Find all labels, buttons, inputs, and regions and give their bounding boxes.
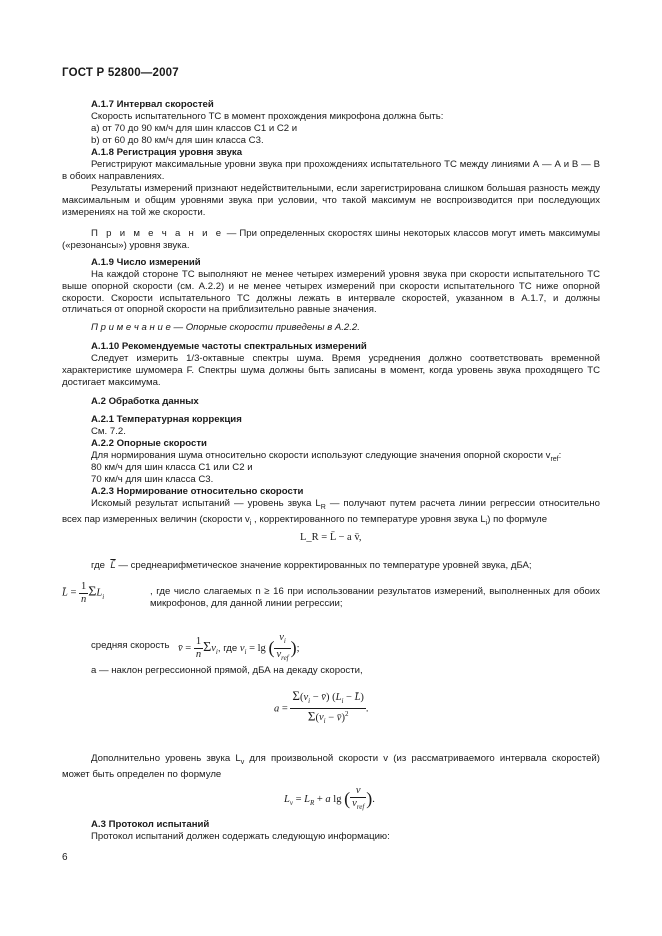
formula-lbar-tail: , где число слагаемых n ≥ 16 при использовании результатов измерений, выполненных для обоих микрофонов, для данной линии регрессии;: [150, 586, 600, 609]
section-a19-title: А.1.9 Число измерений: [91, 257, 201, 268]
section-a3-paragraph: Протокол испытаний должен содержать следующую информацию:: [91, 831, 390, 842]
slope-description: а — наклон регрессионной прямой, дБА на декаду скорости,: [91, 665, 363, 676]
formula-lbar: L̄ = $\frac{1}{n}$ $\Sigma L_i$: [62, 581, 105, 605]
ref-subscript: ref: [550, 455, 559, 463]
a23-text-4: ) по формуле: [487, 513, 548, 525]
section-a23-paragraph: [62, 498, 600, 529]
section-a17-item-a: а) от 70 до 90 км/ч для шин классов С1 и С2 и: [91, 123, 298, 134]
where-word: где: [91, 560, 106, 571]
section-a17-item-b: b) от 60 до 80 км/ч для шин класса С3.: [91, 135, 264, 146]
formula-lv: $L_v = L_R + a$ lg ( $\frac{v}{v_{ref}}$ ).: [284, 785, 375, 811]
lbar-symbol: L̄: [110, 560, 116, 571]
a23-text-1: Искомый результат испытаний — уровень звука L: [91, 498, 321, 509]
section-a18-paragraph-1: Регистрируют максимальные уровни звука при прохождениях испытательного ТС между линиями А — А и В — В в обоих направлениях.: [62, 159, 600, 182]
document-header: ГОСТ Р 52800—2007: [62, 67, 179, 79]
section-a22-title: А.2.2 Опорные скорости: [91, 438, 207, 449]
section-a2-title: А.2 Обработка данных: [91, 396, 199, 407]
section-a21-title: А.2.1 Температурная коррекция: [91, 414, 242, 425]
where-lbar: [62, 560, 600, 572]
formula-vbar: v̄ = $\frac{1}{n}$ $\Sigma v_i$, где $v_i = \lg$ ( $\frac{v_i}{v_{ref}}$ );: [178, 632, 300, 662]
section-a23-title: А.2.3 Нормирование относительно скорости: [91, 486, 304, 497]
section-a18-paragraph-2: Результаты измерений признают недействительными, если зарегистрирована слишком большая разность между максимальным и общим уровнями звука при условии, что такой максимум не воспроизводится при последующих измерениях на той же скорости.: [62, 183, 600, 218]
where-text: — среднеарифметическое значение корректированных по температуре уровней звука, дБА;: [115, 560, 532, 571]
avg-speed-line: [62, 640, 600, 652]
note-text: — При определенных скоростях шины некоторых классов могут иметь максимумы («резонансы») уровня звука.: [62, 228, 600, 251]
a23-text-2: — получают путем расчета линии регрессии относительно всех пар измеренных величин (скорости v: [62, 498, 600, 525]
i-subscript: i: [249, 519, 252, 527]
additional-paragraph: [62, 753, 600, 781]
section-a18-title: А.1.8 Регистрация уровня звука: [91, 147, 243, 158]
section-a3-title: А.3 Протокол испытаний: [91, 819, 210, 830]
a23-text-3: , корректированного по температуре уровня звука L: [251, 513, 486, 525]
add-text-2: для произвольной скорости v (из рассматриваемого интервала скоростей) может быть определен по формуле: [62, 753, 600, 780]
a22-text: Для нормирования шума относительно скорости используют следующие значения опорной скорости v: [91, 450, 551, 461]
section-a22-line-2: 70 км/ч для шин класса С3.: [91, 474, 214, 485]
section-a22-line-1: 80 км/ч для шин класса С1 или С2 и: [91, 462, 253, 473]
formula-lr: L_R = L̄ − a v̄,: [300, 532, 362, 543]
section-a17-title: А.1.7 Интервал скоростей: [91, 99, 214, 110]
section-a19-paragraph: На каждой стороне ТС выполняют не менее четырех измерений уровня звука при скорости испытательного ТС выше опорной скорости (см. А.2.2) и не менее четырех измерений при скорости испытательного ТС ниже опорной скорости. Скорости испытательного ТС должны лежать в интервале скоростей, указанном в А.1.7, и должны отличаться от опорной скорости на приблизительно равные значения.: [62, 269, 600, 316]
add-text-1: Дополнительно уровень звука L: [91, 753, 241, 764]
section-a110-title: А.1.10 Рекомендуемые частоты спектральных измерений: [91, 341, 367, 352]
formula-slope: a = $\frac{\Sigma(v_i - v̄) (L_i - L̄)}{\Sigma(v_i - v̄)^2}$ .: [274, 688, 369, 726]
section-a21-paragraph: См. 7.2.: [91, 426, 126, 437]
note-resonance: [62, 228, 600, 252]
v-subscript: v: [240, 758, 245, 766]
note-label: П р и м е ч а н и е: [91, 228, 224, 239]
i-subscript-2: i: [485, 519, 488, 527]
avg-speed-label: средняя скорость: [91, 640, 170, 651]
section-a110-paragraph: Следует измерить 1/3-октавные спектры шума. Время усреднения должно соответствовать временной характеристике шумомера F. Спектры шума должны быть записаны в момент, когда уровень звука проходящего ТС достигает максимума.: [62, 353, 600, 388]
note-reference-speeds: П р и м е ч а н и е — Опорные скорости приведены в А.2.2.: [91, 322, 360, 333]
section-a17-paragraph: Скорость испытательного ТС в момент прохождения микрофона должна быть:: [91, 111, 444, 122]
where-2: , где: [217, 642, 238, 654]
page-number: 6: [62, 852, 68, 863]
r-subscript: R: [320, 503, 326, 511]
a22-colon: :: [558, 450, 562, 461]
